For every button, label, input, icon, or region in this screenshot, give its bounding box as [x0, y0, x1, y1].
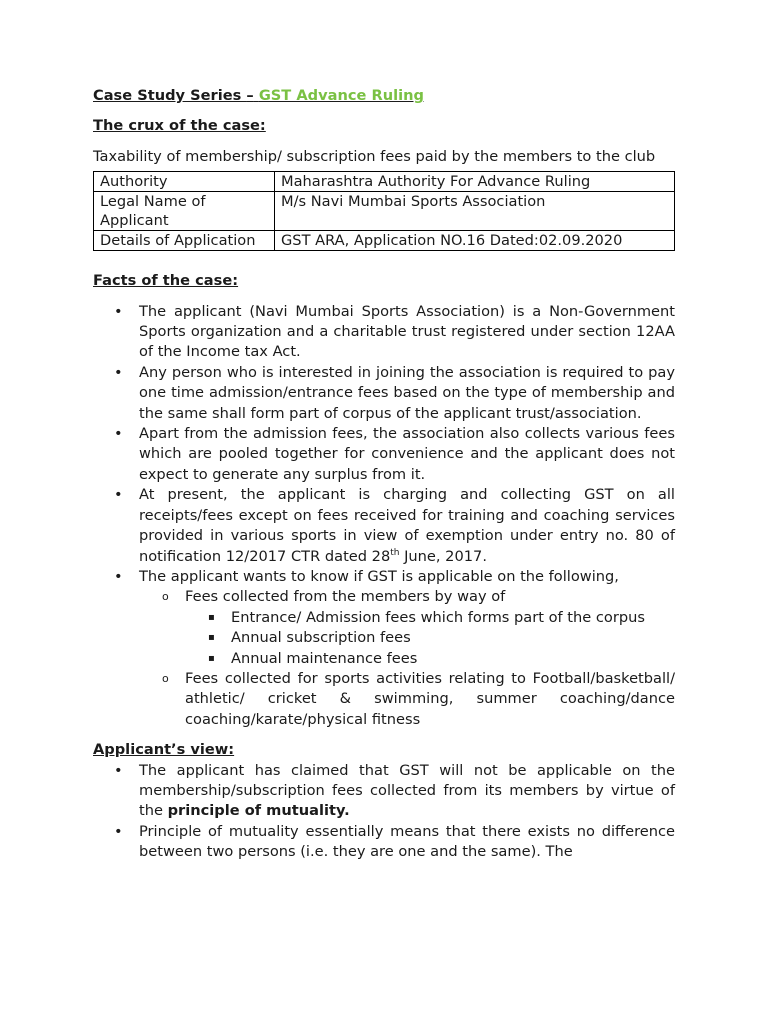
view-text: Principle of mutuality essentially means that there exists no difference between two persons (i.e. they are one and the same). The	[139, 822, 675, 861]
fact-text: Apart from the admission fees, the association also collects various fees which are pooled together for convenience and the applicant does not expect to generate any surplus from it.	[139, 425, 675, 483]
circle-bullet-icon: o	[162, 671, 169, 685]
list-item	[93, 363, 675, 424]
table-key: Details of Application	[94, 231, 275, 251]
case-details-table	[93, 171, 675, 251]
bullet-icon: •	[114, 567, 123, 585]
view-text-bold: principle of mutuality.	[167, 802, 350, 820]
fact-text: The applicant (Navi Mumbai Sports Association) is a Non-Government Sports organization and a charitable trust registered under section 12AA of the Income tax Act.	[139, 302, 675, 361]
list-item	[185, 608, 675, 628]
table-key: Legal Name of Applicant	[94, 192, 275, 231]
crux-heading: The crux of the case:	[93, 117, 266, 135]
list-item	[93, 822, 675, 863]
table-row	[94, 172, 675, 192]
crux-text: Taxability of membership/ subscription fees paid by the members to the club	[93, 147, 656, 165]
square-bullet-icon: ▪	[208, 611, 215, 623]
table-row	[94, 231, 675, 251]
square-bullet-icon: ▪	[208, 632, 215, 644]
facts-heading: Facts of the case:	[93, 272, 239, 290]
list-item	[93, 761, 675, 822]
view-text-part: The applicant has claimed that GST will not be applicable on the membership/subscription fees collected from its members by virtue of the	[139, 761, 675, 820]
table-value: M/s Navi Mumbai Sports Association	[275, 192, 675, 231]
sub-text: Fees collected from the members by way of	[185, 588, 506, 606]
square-bullet-icon: ▪	[208, 652, 215, 664]
spacer	[93, 730, 675, 740]
view-heading: Applicant’s view:	[93, 741, 235, 759]
list-item	[185, 649, 675, 669]
sub-sub-text: Annual maintenance fees	[231, 649, 418, 667]
list-item	[93, 424, 675, 485]
sub-list	[139, 587, 675, 730]
list-item	[185, 628, 675, 648]
sub-sub-list	[185, 608, 675, 669]
document-body	[93, 86, 675, 863]
title-separator: –	[246, 87, 254, 104]
sub-sub-text: Annual subscription fees	[231, 629, 411, 647]
superscript: th	[390, 547, 400, 558]
document-title	[93, 86, 675, 106]
sub-text: Fees collected for sports activities relating to Football/basketball/ athletic/ cricket & swimming, summer coaching/dance coaching/karate/physical fitness	[185, 669, 675, 728]
list-item	[93, 567, 675, 730]
table-value: Maharashtra Authority For Advance Ruling	[275, 172, 675, 192]
view-list	[93, 761, 675, 863]
list-item	[139, 669, 675, 730]
bullet-icon: •	[114, 302, 123, 320]
fact-text	[139, 486, 675, 564]
table-value: GST ARA, Application NO.16 Dated:02.09.2020	[275, 231, 675, 251]
title-accent: GST Advance Ruling	[258, 87, 424, 104]
list-item	[93, 302, 675, 363]
bullet-icon: •	[114, 425, 123, 443]
view-text	[139, 762, 675, 820]
bullet-icon: •	[114, 486, 123, 504]
facts-list	[93, 302, 675, 731]
circle-bullet-icon: o	[162, 590, 169, 604]
bullet-icon: •	[114, 363, 123, 381]
bullet-icon: •	[114, 822, 123, 840]
list-item	[93, 485, 675, 567]
fact-text-part: June, 2017.	[399, 547, 487, 565]
fact-text: Any person who is interested in joining the association is required to pay one time admission/entrance fees based on the type of membership and the same shall form part of corpus of the applicant trust/association.	[139, 363, 675, 422]
fact-text-part: At present, the applicant is charging and collecting GST on all receipts/fees except on fees received for training and coaching services provided in various sports in view of exemption under entry no. 80 of notification 12/2017 CTR dated 28	[139, 486, 675, 565]
fact-text: The applicant wants to know if GST is applicable on the following,	[139, 567, 619, 585]
bullet-icon: •	[114, 761, 123, 779]
title-prefix: Case Study Series	[93, 87, 247, 104]
sub-sub-text: Entrance/ Admission fees which forms part of the corpus	[231, 608, 645, 626]
list-item	[139, 587, 675, 669]
table-row	[94, 192, 675, 231]
table-key: Authority	[94, 172, 275, 192]
